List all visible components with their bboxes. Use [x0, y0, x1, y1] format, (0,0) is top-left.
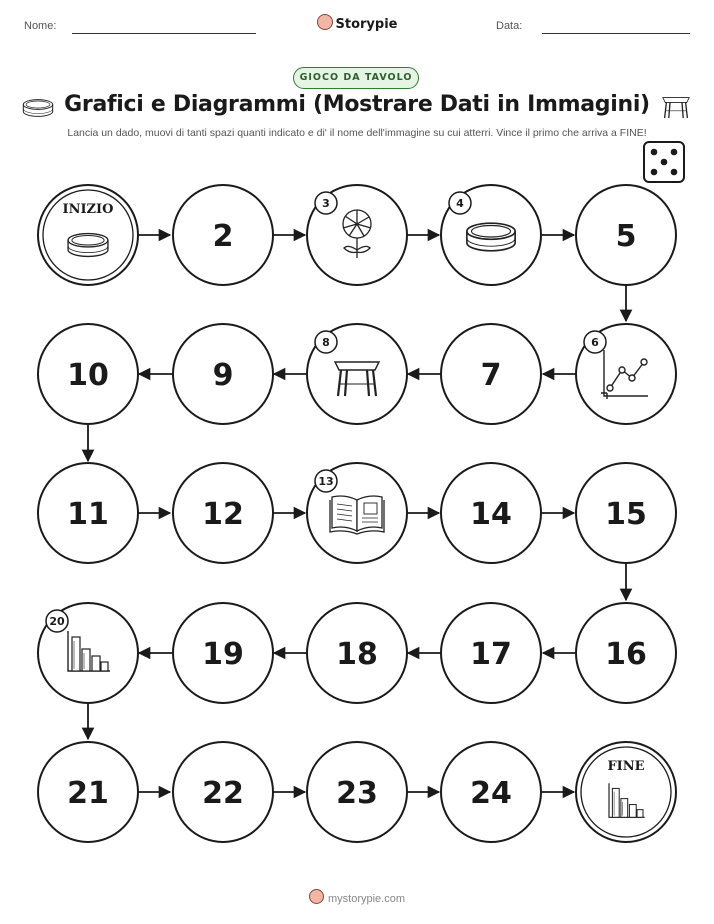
svg-text:7: 7: [480, 358, 502, 393]
svg-text:16: 16: [605, 637, 647, 672]
board-space: [38, 324, 138, 424]
instructions: Lancia un dado, muovi di tanti spazi quanti indicato e di' il nome dell'immagine su cui atterri. Vince il primo che arriva a FINE!: [67, 127, 647, 139]
svg-text:6: 6: [591, 336, 599, 349]
board-space: [576, 185, 676, 285]
page-title: Grafici e Diagrammi (Mostrare Dati in Immagini): [64, 92, 650, 117]
board-space: [173, 324, 273, 424]
svg-text:17: 17: [470, 637, 512, 672]
board-space: [307, 603, 407, 703]
date-label: Data:: [496, 20, 523, 32]
board-space: [38, 463, 138, 563]
svg-text:18: 18: [336, 637, 378, 672]
footer: [0, 889, 714, 905]
storypie-logo-icon: [309, 889, 324, 904]
svg-text:10: 10: [67, 358, 109, 393]
board-space: [576, 463, 676, 563]
svg-text:11: 11: [67, 497, 109, 532]
board-space: [173, 603, 273, 703]
start-label: INIZIO: [62, 202, 114, 217]
svg-text:14: 14: [470, 497, 512, 532]
svg-text:20: 20: [49, 615, 65, 628]
board-space-picture: [307, 185, 407, 285]
svg-text:13: 13: [318, 475, 334, 488]
stool-icon: [663, 98, 689, 118]
svg-text:4: 4: [456, 197, 464, 210]
dice-icon: [644, 142, 684, 182]
board-space: [173, 185, 273, 285]
name-label: Nome:: [24, 20, 57, 32]
board-space: [307, 742, 407, 842]
svg-text:9: 9: [212, 358, 234, 393]
svg-text:24: 24: [470, 776, 512, 811]
board-space-picture: [38, 603, 138, 703]
svg-text:5: 5: [615, 219, 637, 254]
pie-chart-flower-icon: [343, 210, 371, 258]
board-space: [173, 742, 273, 842]
svg-text:21: 21: [67, 776, 109, 811]
svg-text:23: 23: [336, 776, 378, 811]
board-space: [441, 463, 541, 563]
board-space: [441, 324, 541, 424]
board-space: [441, 742, 541, 842]
svg-text:19: 19: [202, 637, 244, 672]
svg-text:12: 12: [202, 497, 244, 532]
svg-text:22: 22: [202, 776, 244, 811]
svg-text:2: 2: [212, 219, 234, 254]
board-space-picture: [441, 185, 541, 285]
petri-dish-icon: [23, 100, 52, 117]
board-space-picture: [307, 463, 407, 563]
board-space-picture: [307, 324, 407, 424]
finish-space: [576, 742, 676, 842]
board-space: [38, 742, 138, 842]
board-space: [441, 603, 541, 703]
board-space-picture: [576, 324, 676, 424]
svg-text:3: 3: [322, 197, 330, 210]
start-space: [38, 185, 138, 285]
board-space: [173, 463, 273, 563]
finish-label: FINE: [607, 759, 645, 774]
svg-text:8: 8: [322, 336, 330, 349]
footer-url[interactable]: mystorypie.com: [327, 893, 406, 905]
brand: Storypie: [0, 14, 714, 32]
board-space: [576, 603, 676, 703]
category-badge: GIOCO DA TAVOLO: [293, 67, 419, 89]
svg-text:15: 15: [605, 497, 647, 532]
